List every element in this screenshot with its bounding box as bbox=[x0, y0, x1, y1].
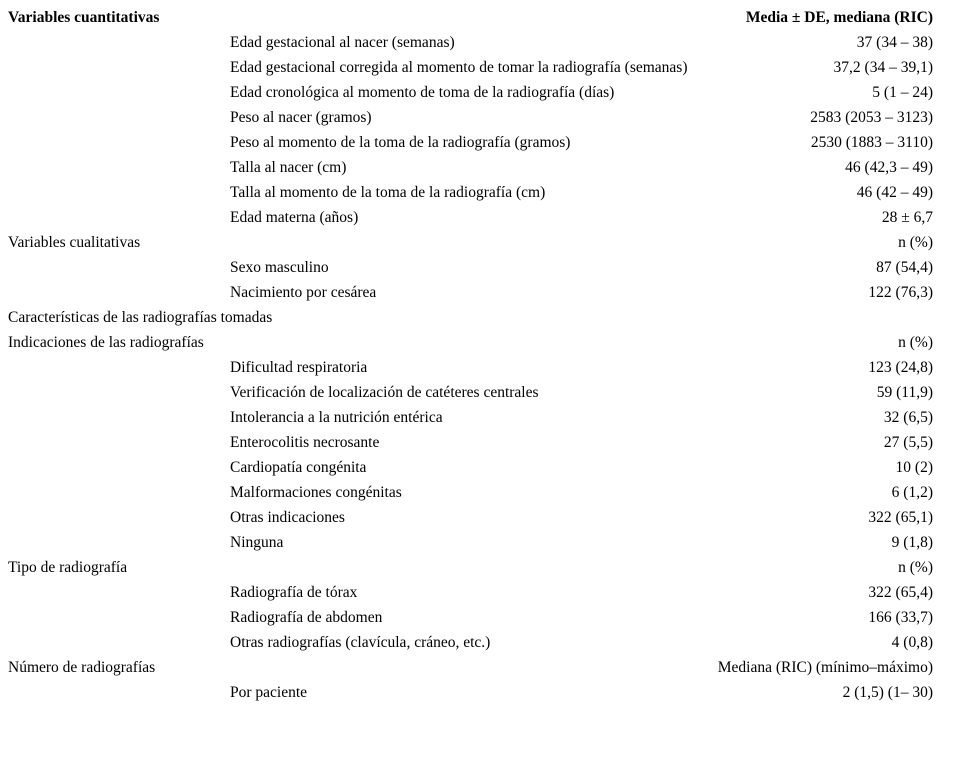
row-value: 123 (24,8) bbox=[868, 359, 933, 376]
row-value: 122 (76,3) bbox=[868, 284, 933, 301]
table-row bbox=[0, 30, 957, 55]
table-row bbox=[0, 505, 957, 530]
row-label: Peso al nacer (gramos) bbox=[230, 109, 372, 126]
row-value: 32 (6,5) bbox=[883, 409, 933, 426]
table-row bbox=[0, 480, 957, 505]
row-label: Variables cuantitativas bbox=[8, 9, 160, 26]
row-label: Intolerancia a la nutrición entérica bbox=[230, 409, 443, 426]
table-row bbox=[0, 180, 957, 205]
row-value: 2 (1,5) (1– 30) bbox=[842, 684, 933, 701]
row-value: 59 (11,9) bbox=[876, 384, 933, 401]
table-row bbox=[0, 555, 957, 580]
row-value: n (%) bbox=[898, 334, 933, 351]
row-label: Talla al momento de la toma de la radiografía (cm) bbox=[230, 184, 546, 201]
table-row bbox=[0, 155, 957, 180]
row-label: Número de radiografías bbox=[8, 659, 156, 676]
row-label: Características de las radiografías tomadas bbox=[8, 309, 273, 326]
row-value: 10 (2) bbox=[895, 459, 933, 476]
table-row bbox=[0, 455, 957, 480]
row-label: Cardiopatía congénita bbox=[230, 459, 367, 476]
row-value: 322 (65,1) bbox=[868, 509, 933, 526]
row-value: 87 (54,4) bbox=[876, 259, 933, 276]
row-label: Otras radiografías (clavícula, cráneo, etc.) bbox=[230, 634, 491, 651]
row-label: Malformaciones congénitas bbox=[230, 484, 402, 501]
table-row bbox=[0, 230, 957, 255]
row-label: Nacimiento por cesárea bbox=[230, 284, 377, 301]
table-row bbox=[0, 630, 957, 655]
table-row bbox=[0, 355, 957, 380]
row-value: 37 (34 – 38) bbox=[856, 34, 933, 51]
row-label: Sexo masculino bbox=[230, 259, 329, 276]
row-label: Dificultad respiratoria bbox=[230, 359, 368, 376]
table-row bbox=[0, 280, 957, 305]
table-row bbox=[0, 405, 957, 430]
row-label: Por paciente bbox=[230, 684, 308, 701]
table-row bbox=[0, 380, 957, 405]
row-label: Edad gestacional al nacer (semanas) bbox=[230, 34, 455, 51]
table-row bbox=[0, 605, 957, 630]
row-value: n (%) bbox=[898, 559, 933, 576]
row-value: 46 (42 – 49) bbox=[856, 184, 933, 201]
table-row bbox=[0, 255, 957, 280]
row-label: Tipo de radiografía bbox=[8, 559, 128, 576]
table-row bbox=[0, 55, 957, 80]
row-label: Verificación de localización de catéteres centrales bbox=[230, 384, 539, 401]
row-value: Mediana (RIC) (mínimo–máximo) bbox=[717, 659, 933, 676]
row-label: Radiografía de abdomen bbox=[230, 609, 383, 626]
row-value: 166 (33,7) bbox=[868, 609, 933, 626]
table-row bbox=[0, 680, 957, 705]
table-row bbox=[0, 430, 957, 455]
table-row bbox=[0, 80, 957, 105]
row-value: 5 (1 – 24) bbox=[872, 84, 933, 101]
table-row bbox=[0, 580, 957, 605]
row-value: 4 (0,8) bbox=[891, 634, 933, 651]
row-value: 322 (65,4) bbox=[868, 584, 933, 601]
row-label: Talla al nacer (cm) bbox=[230, 159, 347, 176]
row-value: n (%) bbox=[898, 234, 933, 251]
row-label: Enterocolitis necrosante bbox=[230, 434, 380, 451]
row-label: Indicaciones de las radiografías bbox=[8, 334, 204, 351]
row-value: 46 (42,3 – 49) bbox=[845, 159, 933, 176]
row-label: Edad gestacional corregida al momento de tomar la radiografía (semanas) bbox=[230, 59, 688, 76]
table-row bbox=[0, 530, 957, 555]
table-row bbox=[0, 5, 957, 30]
row-value: 6 (1,2) bbox=[891, 484, 933, 501]
row-label: Edad cronológica al momento de toma de la radiografía (días) bbox=[230, 84, 615, 101]
table-row bbox=[0, 130, 957, 155]
row-value: Media ± DE, mediana (RIC) bbox=[745, 9, 933, 26]
row-value: 2583 (2053 – 3123) bbox=[810, 109, 933, 126]
table-row bbox=[0, 105, 957, 130]
row-value: 9 (1,8) bbox=[891, 534, 933, 551]
row-label: Radiografía de tórax bbox=[230, 584, 358, 601]
table-row bbox=[0, 305, 957, 330]
row-label: Variables cualitativas bbox=[8, 234, 141, 251]
table-row bbox=[0, 205, 957, 230]
row-value: 2530 (1883 – 3110) bbox=[810, 134, 933, 151]
row-value: 28 ± 6,7 bbox=[881, 209, 933, 226]
row-value: 37,2 (34 – 39,1) bbox=[833, 59, 933, 76]
row-label: Ninguna bbox=[230, 534, 284, 551]
row-value: 27 (5,5) bbox=[883, 434, 933, 451]
row-label: Peso al momento de la toma de la radiografía (gramos) bbox=[230, 134, 571, 151]
table-row bbox=[0, 655, 957, 680]
row-label: Edad materna (años) bbox=[230, 209, 359, 226]
table-row bbox=[0, 330, 957, 355]
row-label: Otras indicaciones bbox=[230, 509, 345, 526]
